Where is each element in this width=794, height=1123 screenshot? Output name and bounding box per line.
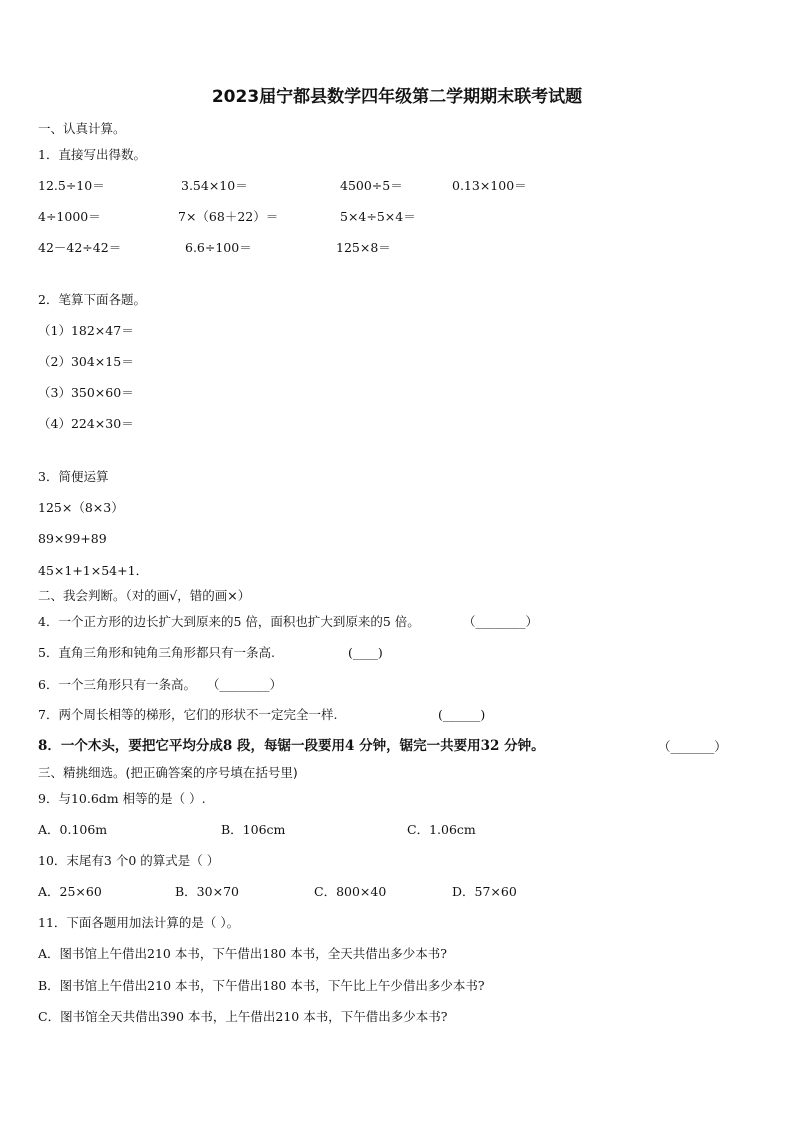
q10-option-a[interactable]: A．25×60 (38, 884, 102, 899)
q1-item: 125×8＝ (336, 240, 391, 255)
q7-text: 7．两个周长相等的梯形，它们的形状不一定完全一样. (38, 707, 338, 722)
q10-option-b[interactable]: B．30×70 (175, 884, 239, 899)
q11-option-c[interactable]: C．图书馆全天共借出390 本书，上午借出210 本书，下午借出多少本书? (38, 1009, 448, 1024)
section-3-heading: 三、精挑细选。(把正确答案的序号填在括号里) (38, 765, 298, 780)
q6-answer-blank[interactable]: （________） (207, 677, 283, 692)
q1-item: 5×4÷5×4＝ (340, 209, 416, 224)
q1-item: 12.5÷10＝ (38, 178, 105, 193)
q4-text: 4．一个正方形的边长扩大到原来的5 倍，面积也扩大到原来的5 倍。 (38, 614, 420, 629)
q9-option-c[interactable]: C．1.06cm (407, 822, 476, 837)
q1-item: 4500÷5＝ (340, 178, 403, 193)
q1-item: 7×（68＋22）＝ (178, 209, 279, 224)
q10-option-d[interactable]: D．57×60 (452, 884, 517, 899)
q6-text: 6．一个三角形只有一条高。 (38, 677, 196, 692)
q2-label: 2．笔算下面各题。 (38, 292, 146, 307)
q3-item: 89×99+89 (38, 531, 107, 546)
q9-stem: 9．与10.6dm 相等的是（ ）. (38, 791, 206, 806)
q2-item: （1）182×47＝ (38, 323, 134, 338)
q2-item: （3）350×60＝ (38, 385, 134, 400)
q10-stem: 10．末尾有3 个0 的算式是（ ） (38, 853, 220, 868)
q11-option-a[interactable]: A．图书馆上午借出210 本书，下午借出180 本书，全天共借出多少本书? (38, 946, 447, 961)
q1-item: 42－42÷42＝ (38, 240, 122, 255)
q9-option-b[interactable]: B．106cm (221, 822, 286, 837)
page-title: 2023届宁都县数学四年级第二学期期末联考试题 (211, 87, 583, 107)
q11-option-b[interactable]: B．图书馆上午借出210 本书，下午借出180 本书，下午比上午少借出多少本书? (38, 978, 485, 993)
q3-item: 45×1+1×54+1． (38, 563, 149, 578)
q2-item: （2）304×15＝ (38, 354, 134, 369)
q3-label: 3．简便运算 (38, 469, 109, 484)
q11-stem: 11．下面各题用加法计算的是（ ）。 (38, 915, 240, 930)
q1-item: 0.13×100＝ (452, 178, 527, 193)
section-1-heading: 一、认真计算。 (38, 121, 126, 136)
q1-item: 6.6÷100＝ (185, 240, 252, 255)
q9-option-a[interactable]: A．0.106m (38, 822, 108, 837)
q10-option-c[interactable]: C．800×40 (314, 884, 387, 899)
q8-text: 8．一个木头，要把它平均分成8 段，每锯一段要用4 分钟，锯完一共要用32 分钟。 (38, 738, 545, 754)
q2-item: （4）224×30＝ (38, 416, 134, 431)
q3-item: 125×（8×3） (38, 500, 124, 515)
section-2-heading: 二、我会判断。（对的画√，错的画×） (38, 588, 251, 603)
q1-item: 3.54×10＝ (181, 178, 248, 193)
q1-item: 4÷1000＝ (38, 209, 101, 224)
q5-answer-blank[interactable]: (____) (348, 645, 383, 660)
q8-answer-blank[interactable]: （_______） (658, 739, 727, 754)
q4-answer-blank[interactable]: （________） (463, 614, 539, 629)
q1-label: 1．直接写出得数。 (38, 147, 146, 162)
q7-answer-blank[interactable]: (______) (438, 707, 486, 722)
q5-text: 5．直角三角形和钝角三角形都只有一条高. (38, 645, 275, 660)
